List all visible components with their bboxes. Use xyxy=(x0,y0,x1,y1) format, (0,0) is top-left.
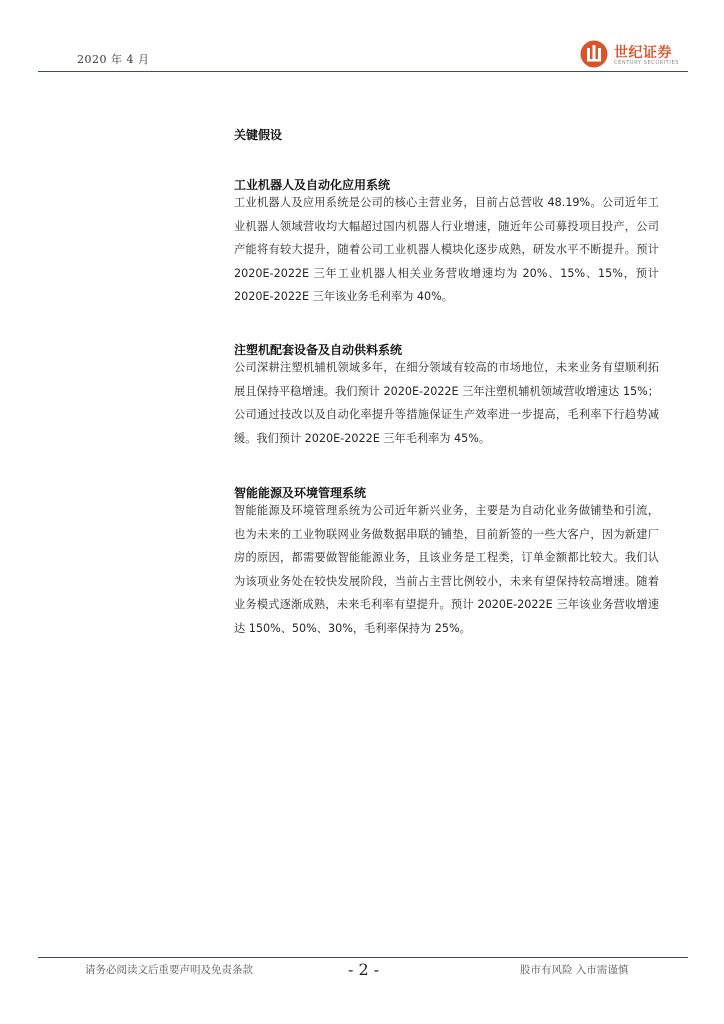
page-heading: 关键假设 xyxy=(234,128,283,142)
header-date: 2020 年 4 月 xyxy=(77,53,150,66)
logo-text-cn: 世纪证券 xyxy=(614,45,672,61)
century-securities-logo-icon xyxy=(580,40,608,68)
header-rule xyxy=(38,71,688,72)
section-body-industrial-robots: 工业机器人及应用系统是公司的核心主营业务，目前占总营收 48.19%。公司近年工业机器人领域营收均大幅超过国内机器人行业增速，随近年公司募投项目投产，公司产能将有较大提升，随着公司工业机器人模块化逐步成熟，研发水平不断提升。预计 2020E-2022E 三年工业机器人相关业务营收增速均为 20%、15%、15%，预计 2020E-2022E 三年该业务毛利率为 40%。 xyxy=(234,196,659,303)
section-body-smart-energy: 智能能源及环境管理系统为公司近年新兴业务，主要是为自动化业务做铺垫和引流，也为未来的工业物联网业务做数据串联的铺垫，目前新签的一些大客户，因为新建厂房的原因，都需要做智能能源业务，且该业务是工程类，订单金额都比较大。我们认为该项业务处在较快发展阶段，当前占主营比例较小，未来有望保持较高增速。随着业务模式逐渐成熟，未来毛利率有望提升。预计 2020E-2022E 三年该业务营收增速达 150%、50%、30%，毛利率保持为 25%。 xyxy=(234,504,659,635)
section-title-industrial-robots: 工业机器人及自动化应用系统 xyxy=(234,178,391,192)
section-body-injection-molding: 公司深耕注塑机辅机领域多年，在细分领域有较高的市场地位，未来业务有望顺利拓展且保持平稳增速。我们预计 2020E-2022E 三年注塑机辅机领域营收增速达 15%；公司通过技改以及自动化率提升等措施保证生产效率进一步提高，毛利率下行趋势减缓。我们预计 2020E-2022E 三年毛利率为 45%。 xyxy=(234,361,659,445)
section-title-injection-molding: 注塑机配套设备及自动供料系统 xyxy=(234,343,403,357)
company-logo xyxy=(580,38,700,74)
logo-text-en: CENTURY SECURITIES xyxy=(614,60,679,66)
section-title-smart-energy: 智能能源及环境管理系统 xyxy=(234,486,367,500)
page-number: - 2 - xyxy=(348,960,380,979)
footer-risk-notice: 股市有风险 入市需谨慎 xyxy=(520,964,629,976)
footer-disclaimer: 请务必阅读文后重要声明及免责条款 xyxy=(85,964,253,976)
footer-rule xyxy=(38,957,688,958)
